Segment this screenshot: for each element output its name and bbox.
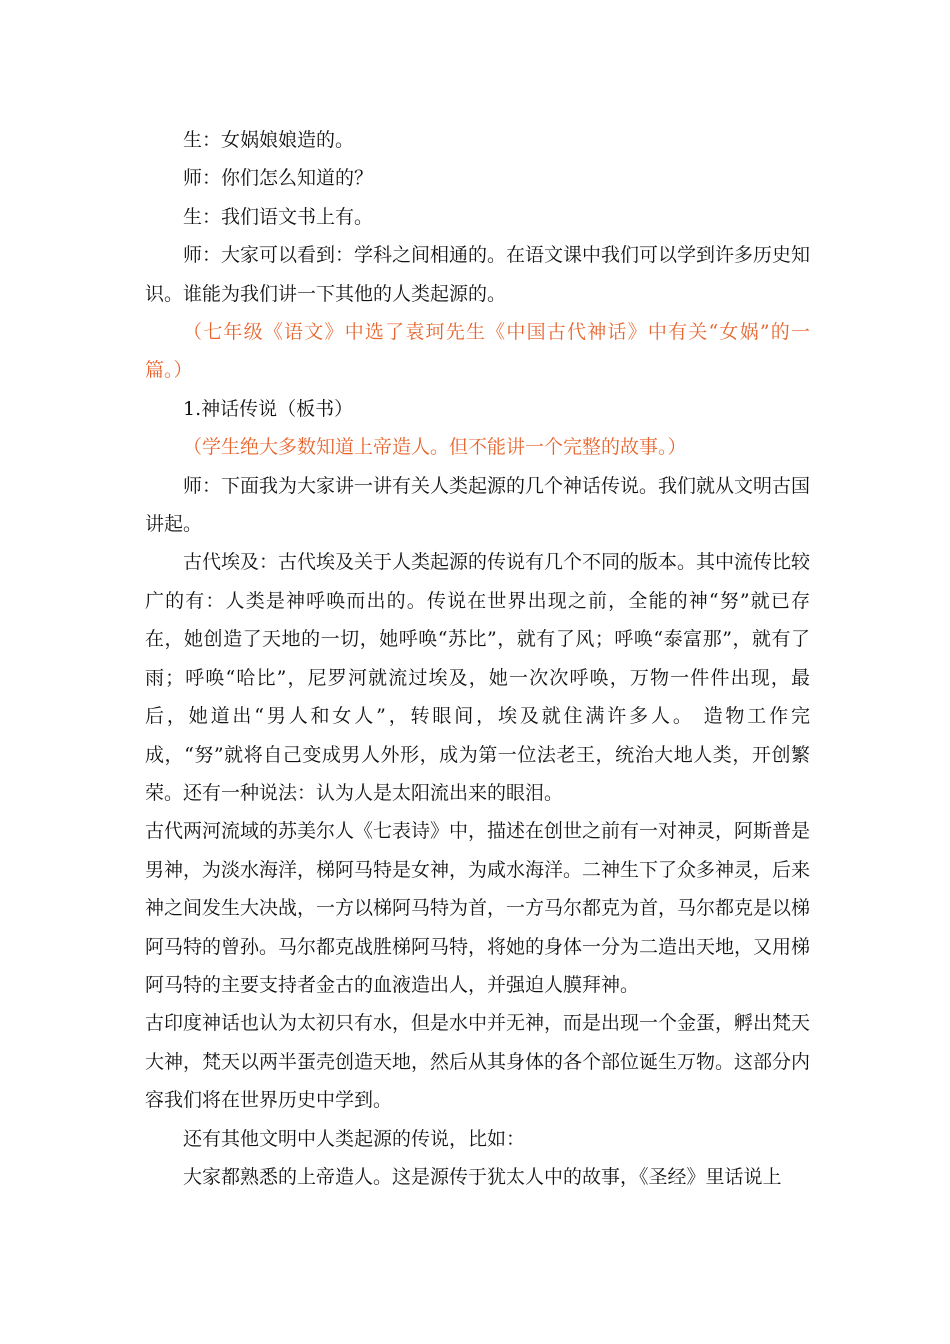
paragraph-god-creation: 大家都熟悉的上帝造人。这是源传于犹太人中的故事，《圣经》里话说上 <box>183 1165 782 1188</box>
paragraph-ancient-egypt: 古代埃及：古代埃及关于人类起源的传说有几个不同的版本。其中流传比较广的有：人类是神呼唤而出的。传说在世界出现之前，全能的神“努”就已存在，她创造了天地的一切，她呼唤“苏比”，就有了风；呼唤“泰富那”，就有了雨；呼唤“哈比”，尼罗河就流过埃及，她一次次呼唤，万物一件件出现，最后，她道出“男人和女人”，转眼间，埃及就住满许多人。 造物工作完成，“努”就将自己变成男人外形，成为第一位法老王，统治大地人类，开创繁荣。还有一种说法：认为人是太阳流出来的眼泪。 <box>145 551 811 804</box>
paragraph-other-civilizations: 还有其他文明中人类起源的传说，比如： <box>183 1127 526 1150</box>
paragraph-student-answer-2: 生：我们语文书上有。 <box>183 205 374 228</box>
paragraph-section-heading: 1.神话传说（板书） <box>183 397 354 420</box>
paragraph-ancient-india: 古印度神话也认为太初只有水，但是水中并无神，而是出现一个金蛋，孵出梵天大神，梵天以两半蛋壳创造天地，然后从其身体的各个部位诞生万物。这部分内容我们将在世界历史中学到。 <box>145 1012 811 1112</box>
paragraph-sumerian: 古代两河流域的苏美尔人《七表诗》中，描述在创世之前有一对神灵，阿斯普是男神，为淡水海洋，梯阿马特是女神，为咸水海洋。二神生下了众多神灵，后来神之间发生大决战，一方以梯阿马特为首，一方马尔都克为首，马尔都克是以梯阿马特的曾孙。马尔都克战胜梯阿马特，将她的身体一分为二造出天地，又用梯阿马特的主要支持者金古的血液造出人，并强迫人膜拜神。 <box>145 820 811 996</box>
paragraph-teacher-remark: 师：大家可以看到：学科之间相通的。在语文课中我们可以学到许多历史知识。谁能为我们讲一下其他的人类起源的。 <box>145 244 811 305</box>
paragraph-note-students: （学生绝大多数知道上帝造人。但不能讲一个完整的故事。） <box>183 436 687 459</box>
paragraph-note-textbook: （七年级《语文》中选了袁珂先生《中国古代神话》中有关“女娲”的一篇。） <box>145 321 810 382</box>
paragraph-teacher-intro: 师：下面我为大家讲一讲有关人类起源的几个神话传说。我们就从文明古国讲起。 <box>145 474 811 536</box>
document-body <box>145 121 810 1196</box>
paragraph-student-answer-1: 生：女娲娘娘造的。 <box>183 129 355 151</box>
paragraph-teacher-question: 师：你们怎么知道的？ <box>183 167 374 190</box>
